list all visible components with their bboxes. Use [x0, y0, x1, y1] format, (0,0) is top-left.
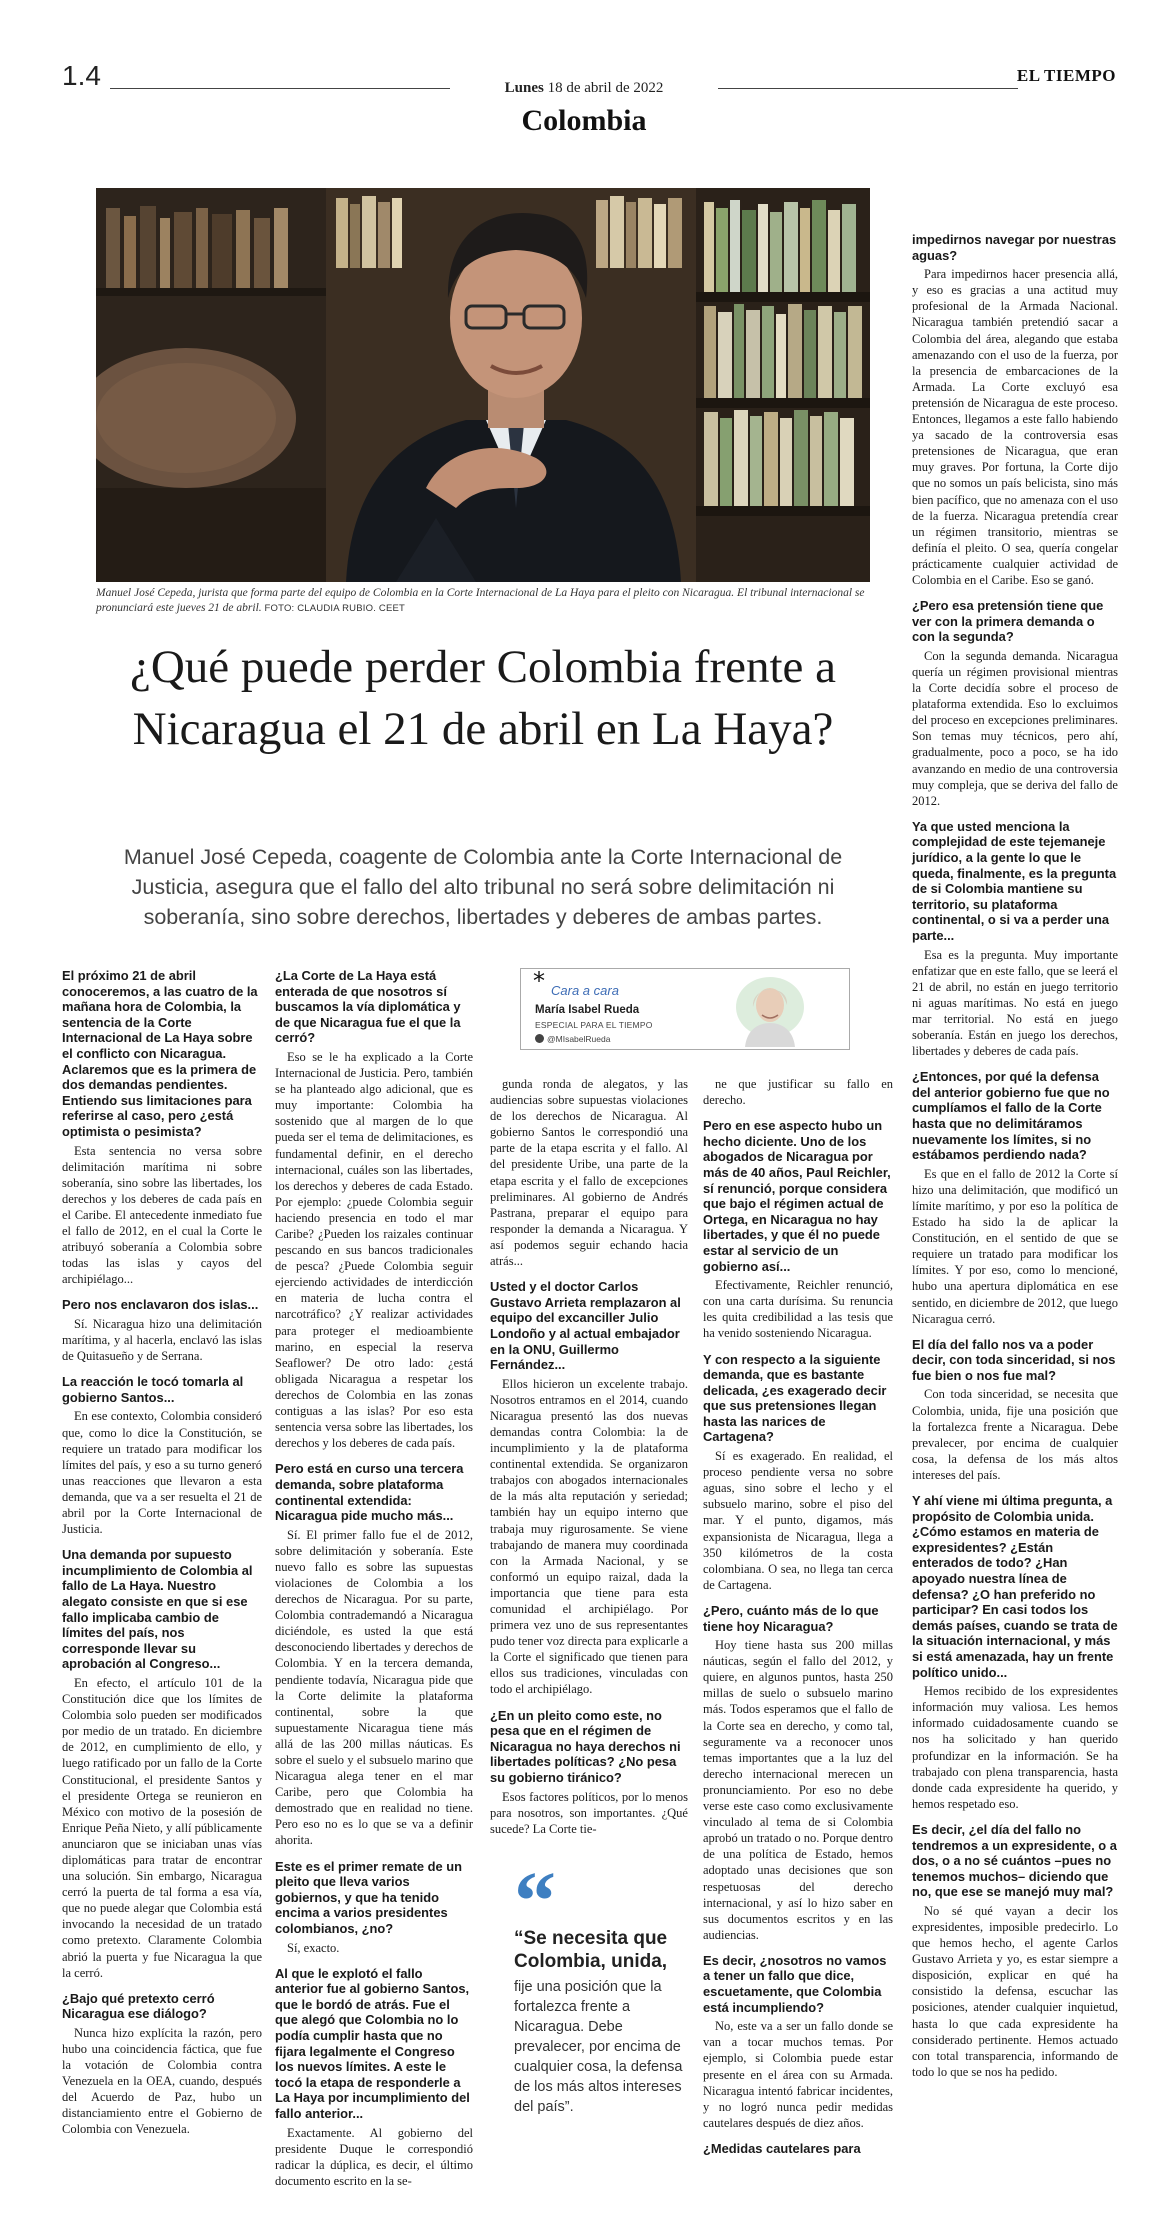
lead-photo [96, 188, 870, 582]
answer-paragraph: Nunca hizo explícita la razón, pero hubo una coincidencia fáctica, que fue la votación de Colombia contra Venezuela en la OEA, cuando, después del Acuerdo de Paz, hubo un distanciamiento entre el Gobierno de Colombia con Venezuela. [62, 2025, 262, 2137]
photo-credit: FOTO: CLAUDIA RUBIO. CEET [264, 603, 406, 614]
date-day: Lunes [504, 80, 544, 96]
question: ¿La Corte de La Haya está enterada de que nosotros sí buscamos la vía diplomática y de que Nicaragua fue el que la cerró? [275, 968, 461, 1046]
answer-paragraph: Hoy tiene hasta sus 200 millas náuticas, según el fallo del 2012, y quiere, en algunos puntos, hasta 250 millas de suelo o subsuelo marino más. Todos esperamos que el fallo de la Corte sea en derecho, y como tal, seguramente va a reconocer unos temas importantes que a la luz del derecho internacional merecen un pronunciamiento. Por eso no debe verse este caso como exclusivamente vinculado al tema de si Colombia aprobó un tratado o no. Porque dentro de una política de Estado, hemos adoptado unas decisiones que son respetuosas del derecho internacional, y así lo hizo saber en sus documentos escritos y en las audiencias. [703, 1638, 893, 1942]
photo-caption [96, 586, 870, 616]
header-rule-right [718, 88, 1018, 89]
question: Este es el primer remate de un pleito que lleva varios gobiernos, y que ha tenido encima a varios presidentes colombianos, ¿no? [275, 1858, 462, 1936]
question: Y ahí viene mi última pregunta, a propósito de Colombia unida. ¿Cómo estamos en materia de expresidentes? ¿Están enterados de todo? ¿Han apoyado nuestra línea de defensa? ¿O han preferido no participar? En casi todos los demás países, cuando se trata de la situación internacional, y más si está amenazada, hay un frente político unido... [912, 1493, 1118, 1680]
answer-paragraph: Sí es exagerado. En realidad, el proceso pendiente versa no sobre aguas, sino sobre el lecho y el subsuelo marino, sobre el piso del mar. Y el punto, digamos, más expansionista de Nicaragua, llega a 350 kilómetros de la costa colombiana. O sea, no llega tan cerca de Cartagena. [703, 1449, 893, 1592]
answer-paragraph: Para impedirnos hacer presencia allá, y eso es gracias a una actitud muy profesional de la Armada Nacional. Nicaragua también pretendió sacar a Colombia del área, alegando que estaba amenazando con el uso de la fuerza, por la presencia de embarcaciones de la Armada. La Corte excluyó esa pretensión de Nicaragua de este proceso. Entonces, llegamos a este fallo habiendo ya sacado de la controversia esas pretensiones de Nicaragua, que eran muy graves. Por fortuna, la Corte dijo que no somos un país belicista, sino más bien pacífico, que no amenaza con el uso de la fuerza. Nicaragua pretendía crear un régimen transitorio, mientras se definía el pleito. O sea, quería congelar prácticamente cualquier actividad de Colombia en el Caribe. Eso se ganó. [912, 267, 1118, 587]
answer-paragraph: Con toda sinceridad, se necesita que Colombia, unida, fije una posición que la fortalezca frente a Nicaragua. Debe prevalecer, por encima de cualquier cosa, la defensa de los más altos intereses del país. [912, 1387, 1118, 1482]
question: Y con respecto a la siguiente demanda, que es bastante delicada, ¿es exagerado decir que sus pretensiones llegan hasta las narices de Cartagena? [703, 1351, 887, 1445]
answer-paragraph: gunda ronda de alegatos, y las audiencias sobre supuestas violaciones de los derechos de Nicaragua. Al gobierno Santos le correspondió una parte de la etapa escrita y el fallo. Al del presidente Uribe, una parte de la etapa escrita y el fallo de excepciones preliminares. Al gobierno de Andrés Pastrana, preparar el equipo para responder la demanda a Nicaragua. Y así podemos seguir echando hacia atrás... [490, 1077, 688, 1269]
section-title: Colombia [521, 104, 647, 137]
answer-paragraph: Exactamente. Al gobierno del presidente Duque le correspondió radicar la dúplica, es decir, el último documento escrito en la se- [275, 2125, 473, 2188]
byline-name: María Isabel Rueda [535, 1004, 640, 1016]
page-folio: 1.4 [62, 60, 101, 91]
answer-paragraph: Es que en el fallo de 2012 la Corte sí hizo una delimitación, que modificó un límite marítimo, y por eso la política de Estado ha sido la de aplicar la Constitución, en el sentido de que se requiere un tratado para modificar los límites. Y por eso, como lo mencioné, hubo una apertura diplomática en ese sentido, en diciembre de 2012, que luego Nicaragua cerró. [912, 1166, 1118, 1326]
answer-paragraph: Efectivamente, Reichler renunció, con una carta durísima. Su renuncia les quita credibilidad a las tesis que ha venido sosteniendo Nicaragua. [703, 1278, 893, 1341]
question: Ya que usted menciona la complejidad de este tejemaneje jurídico, a la gente lo que le queda, finalmente, es la pregunta de si Colombia mantiene su territorio, su plataforma continental, o si va a perder una parte... [912, 818, 1117, 943]
article-column-4 [703, 1076, 893, 2160]
deck: Manuel José Cepeda, coagente de Colombia ante la Corte Internacional de Justicia, asegura que el fallo del alto tribunal no será sobre delimitación ni soberanía, sino sobre derechos, libertades y deberes de ambas partes. [123, 845, 843, 929]
date-text: 18 de abril de 2022 [547, 80, 664, 96]
question: ¿Medidas cautelares para [703, 2140, 861, 2156]
question: Pero está en curso una tercera demanda, sobre plataforma continental extendida: Nicaragua pide mucho más... [275, 1461, 464, 1524]
portrait-photo-illustration [96, 188, 870, 582]
answer-paragraph: Eso se le ha explicado a la Corte Internacional de Justicia. Pero, también se ha planteado algo adicional, que es muy importante: Colombia ha sostenido que al margen de lo que pueda ser el tema de delimitaciones, es fundamental definir, en el derecho internacional, cuáles son las libertades, los derechos y deberes de cada Estado. Por ejemplo: ¿puede Colombia seguir haciendo presencia en todo el mar Caribe? ¿Pueden los raizales continuar pescando en sus bancos tradicionales de pesca? ¿Puede Colombia seguir ejerciendo actividades de interdicción en materia de lucha contra el narcotráfico? ¿Y realizar actividades para proteger el medioambiente marino, en especial la reserva Seaflower? De otro lado: ¿está obligada Nicaragua a respetar los derechos de Colombia en las zonas contiguas a las islas? Por eso esta sentencia versa sobre las libertades, los derechos y los deberes de cada país. [275, 1049, 473, 1451]
question: ¿Pero, cuánto más de lo que tiene hoy Nicaragua? [703, 1602, 879, 1634]
question: Usted y el doctor Carlos Gustavo Arrieta remplazaron al equipo del excanciller Julio Londoño y al actual embajador en la ONU, Guillermo Fernández... [490, 1279, 681, 1373]
answer-paragraph: Hemos recibido de los expresidentes información muy valiosa. Les hemos informado cuidadosamente cuando se nos ha solicitado y han querido profundizar en la información. Se ha trabajado con plena transparencia, hasta donde cada expresidente ha querido, y hemos respetado eso. [912, 1684, 1118, 1811]
answer-paragraph: Sí, exacto. [287, 1940, 340, 1955]
question: Es decir, ¿nosotros no vamos a tener un fallo que dice, escuetamente, que Colombia está incumpliendo? [703, 1952, 887, 2015]
question: Al que le explotó el fallo anterior fue al gobierno Santos, que le bordó de atrás. Fue el que alegó que Colombia no lo podía cumplir hasta que no fijara legalmente el Congreso los nuevos límites. A este le tocó la etapa de responderle a La Haya por incumplimiento del fallo anterior... [275, 1965, 470, 2121]
question: La reacción le tocó tomarla al gobierno Santos... [62, 1374, 244, 1405]
byline-twitter [535, 1034, 610, 1044]
answer-paragraph: Esta sentencia no versa sobre delimitación marítima ni sobre soberanía, sino sobre las libertades, los derechos y los deberes de cada país en el Caribe. El antecedente inmediato fue el fallo de 2012, en el cual la Corte le atribuyó soberanía a Colombia sobre todas las islas y cayos del archipiélago... [62, 1143, 262, 1287]
quote-icon: “ [514, 1855, 556, 1948]
answer-paragraph: En ese contexto, Colombia consideró que, como lo dice la Constitución, se requiere un tratado para modificar los límites del país, y eso a su turno generó unas reacciones que llevaron a esta demanda, que va a ser resuelta el 21 de abril por la Corte Internacional de Justicia. [62, 1409, 262, 1537]
article-column-3 [490, 1076, 688, 1837]
twitter-icon [535, 1034, 544, 1043]
caption-text: Manuel José Cepeda, jurista que forma parte del equipo de Colombia en la Corte Internacional de La Haya para el pleito con Nicaragua. El tribunal internacional se pronunciará este jueves 21 de abril. [96, 587, 865, 614]
answer-paragraph: Esos factores políticos, por lo menos para nosotros, son importantes. ¿Qué sucede? La Corte tie- [490, 1789, 688, 1836]
byline-role: ESPECIAL PARA EL TIEMPO [535, 1020, 653, 1030]
headline: ¿Qué puede perder Colombia frente a Nicaragua el 21 de abril en La Haya? [130, 641, 836, 755]
answer-paragraph: Sí. El primer fallo fue el de 2012, sobre delimitación y soberanía. Este nuevo fallo es sobre las supuestas violaciones de Colombia a los derechos de Nicaragua. Por su parte, Colombia contrademandó a Nicaragua diciéndole, es usted la que está desconociendo libertades y derechos de Colombia. Y en la tercera demanda, pendiente todavía, Nicaragua pide que la Corte delimite la plataforma continental, sobre la que supuestamente Nicaragua tiene más allá de las 200 millas náuticas. Es sobre el suelo y el subsuelo marino que Nicaragua alega tener en el mar Caribe, pero que Colombia ha demostrado que en realidad no tiene. Pero eso no es lo que se va a definir ahorita. [275, 1527, 473, 1848]
question: Pero nos enclavaron dos islas... [62, 1297, 259, 1313]
answer-paragraph: No sé qué vayan a decir los expresidentes, imposible predecirlo. Lo que hemos hecho, el agente Carlos Gustavo Arrieta y yo, es estar siempre a disposición, explicar en qué ha consistido la defensa, escuchar las posiciones, atender cualquier inquietud, hasta lo que cada expresidente ha considerado pertinente. Hemos actuado con total transparencia, informando de todo lo que se nos ha pedido. [912, 1903, 1118, 2079]
brand-logo: EL TIEMPO [1016, 66, 1116, 85]
byline-tag: Cara a cara [551, 983, 619, 998]
question: ¿Pero esa pretensión tiene que ver con la primera demanda o con la segunda? [912, 598, 1104, 645]
article-column-5 [912, 232, 1118, 2080]
question: El día del fallo nos va a poder decir, con toda sinceridad, si nos fue bien o nos fue mal? [912, 1336, 1116, 1383]
article-column-1 [62, 968, 262, 2138]
twitter-handle: @MIsabelRueda [547, 1034, 611, 1044]
answer-paragraph: Sí. Nicaragua hizo una delimitación marítima, y al hacerla, enclavó las islas de Quitasueño y de Serrana. [62, 1316, 262, 1364]
question: Una demanda por supuesto incumplimiento de Colombia al fallo de La Haya. Nuestro alegato consiste en que si ese fallo implicaba cambio de límites del país, nos corresponde llevar su aprobación al Congreso... [62, 1547, 253, 1672]
answer-paragraph: ne que justificar su fallo en derecho. [703, 1077, 893, 1108]
star-icon: * [533, 967, 545, 995]
article-column-2 [275, 968, 473, 2189]
question: impedirnos navegar por nuestras aguas? [912, 232, 1117, 263]
question: Es decir, ¿el día del fallo no tendremos a un expresidente, o a dos, o a no sé cuántos –pues no tenemos muchos– diciendo que no, que ese se manejó muy mal? [912, 1821, 1117, 1900]
question: ¿En un pleito como este, no pesa que en el régimen de Nicaragua no haya derechos ni libertades políticas? ¿No pesa su gobierno tiránico? [490, 1707, 681, 1785]
byline-box [520, 968, 850, 1050]
answer-paragraph: En efecto, el artículo 101 de la Constitución dice que los límites de Colombia solo pueden ser modificados por medio de un tratado. En diciembre de 2012, en cumplimiento de ello, y luego ratificado por un fallo de la Corte Constitucional, el presidente Santos y el presidente Ortega se reunieron en México con motivo de la posesión de Enrique Peña Nieto, y allí públicamente anunciaron que se iniciaban unas vías diplomáticas para tratar de encontrar una solución. Sin embargo, Nicaragua cerró la puerta de tal forma a esa vía, que no puede alegar que Colombia está invocando la necesidad de un tratado como pretexto. Claramente Colombia abrió la puerta y fue Nicaragua la que la cerró. [62, 1675, 262, 1980]
answer-paragraph: Con la segunda demanda. Nicaragua quería un régimen provisional mientras la Corte decidía sobre el proceso de plataforma extendida. Eso lo excluimos del proceso en excepciones preliminares. Son temas muy técnicos, pero ahí, gradualmente, poco a poco, se ha ido avanzando en medio de una controversia muy compleja, que se deriva del fallo de 2012. [912, 648, 1118, 808]
question: ¿Bajo qué pretexto cerró Nicaragua ese diálogo? [62, 1990, 215, 2022]
answer-paragraph: Esa es la pregunta. Muy importante enfatizar que en este fallo, que se leerá el 21 de abril, no están en juego territorio ni aguas marítimas. No está en juego mar territorial. No está en juego soberanía. Están en juego los derechos, libertades y deberes de cada país. [912, 947, 1118, 1059]
author-portrait [731, 971, 809, 1047]
pullquote-body: fije una posición que la fortalezca frente a Nicaragua. Debe prevalecer, por encima de cualquier cosa, la defensa de los más altos intereses del país”. [514, 1979, 683, 2115]
answer-paragraph: Ellos hicieron un excelente trabajo. Nosotros entramos en el 2014, cuando Nicaragua presentó las dos nuevas demandas contra Colombia: la de incumplimiento y la de plataforma continental extendida. Se organizaron trabajos con abogados internacionales de la más alta reputación y seriedad; también hay un equipo interno que trabaja muy rigurosamente. Se viene trabajando de manera muy coordinada con la Armada Nacional, y se conformó un equipo raizal, dada la importancia que tiene para esta comunidad el archipiélago. Por primera vez uno de sus representantes pudo tener voz directa para explicarle a la Corte el significado que tienen para ellos sus tradiciones, vinculadas con todo el archipiélago. [490, 1376, 688, 1697]
question: El próximo 21 de abril conoceremos, a las cuatro de la mañana hora de Colombia, la sentencia de la Corte Internacional de La Haya sobre el conflicto con Nicaragua. Aclaremos que es la primera de dos demandas pendientes. Entiendo sus limitaciones para referirse al caso, pero ¿está optimista o pesimista? [62, 968, 258, 1139]
question: Pero en ese aspecto hubo un hecho diciente. Uno de los abogados de Nicaragua por más de 40 años, Paul Reichler, sí renunció, porque considera que bajo el régimen actual de Ortega, en Nicaragua no hay libertades, y que él no puede estar al servicio de un gobierno así... [703, 1118, 891, 1274]
pullquote-lead: “Se necesita que Colombia, unida, [514, 1928, 668, 1972]
answer-paragraph: No, este va a ser un fallo donde se van a tocar muchos temas. Por ejemplo, si Colombia puede estar presente en el área con su Armada. Nicaragua intentó fabricar incidentes, y no logró nunca pedir medidas cautelares después de diez años. [703, 2019, 893, 2130]
question: ¿Entonces, por qué la defensa del anterior gobierno fue que no cumplíamos el fallo de la Corte hasta que no delimitáramos nuevamente los límites, si no estábamos perdiendo nada? [912, 1069, 1110, 1163]
